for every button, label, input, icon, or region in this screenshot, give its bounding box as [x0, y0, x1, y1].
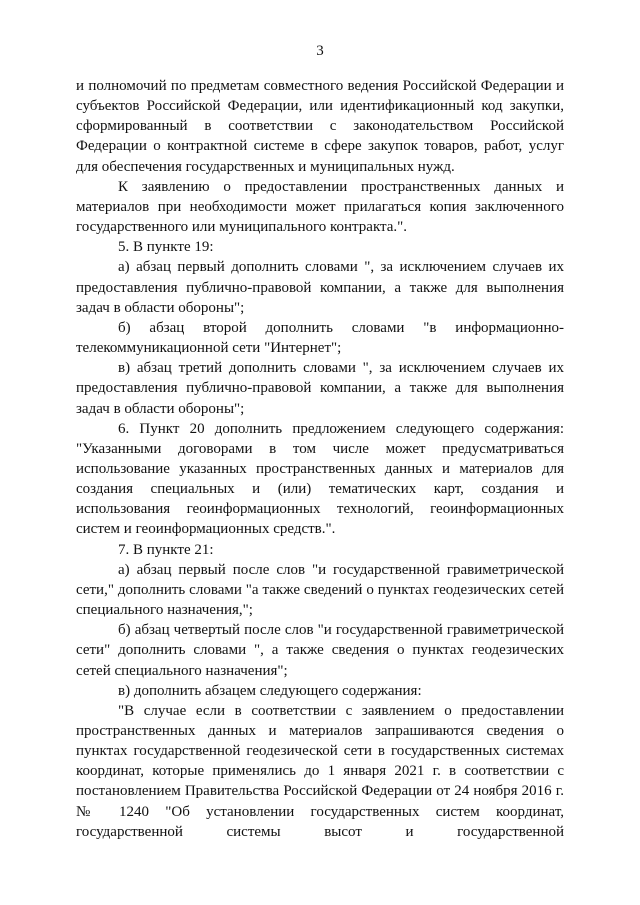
paragraph: 5. В пункте 19:	[118, 239, 214, 256]
paragraph: 6. Пункт 20 дополнить предложением следующего содержания: "Указанными договорами в том числе может предусматриваться использование указанных пространственных данных и материалов для создания специальных и (или) тематических карт, создания и использования геоинформационных технологий, геоинформационных систем и геоинформационных средств.".	[76, 420, 564, 538]
document-body	[76, 76, 564, 842]
paragraph: К заявлению о предоставлении пространственных данных и материалов при необходимости может прилагаться копия заключенного государственного или муниципального контракта.".	[76, 178, 564, 236]
paragraph: в) дополнить абзацем следующего содержания:	[118, 682, 422, 699]
paragraph: и полномочий по предметам совместного ведения Российской Федерации и субъектов Российской Федерации, или идентификационный код закупки, сформированный в соответствии с законодательством Российской Федерации о контрактной системе в сфере закупок товаров, работ, услуг для обеспечения государственных и муниципальных нужд.	[76, 78, 564, 175]
paragraph: "В случае если в соответствии с заявлением о предоставлении пространственных данных и материалов запрашиваются сведения о пунктах государственной геодезической сети в государственных системах координат, которые применялись до 1 января 2021 г. в соответствии с постановлением Правительства Российской Федерации от 24 ноября 2016 г. № 1240 "Об установлении государственных систем координат, государственной системы высот и государственной	[76, 702, 564, 840]
paragraph: а) абзац первый после слов "и государственной гравиметрической сети," дополнить словами "а также сведений о пунктах геодезических сетей специального назначения,";	[76, 561, 564, 619]
paragraph: в) абзац третий дополнить словами ", за исключением случаев их предоставления публично-правовой компании, а также для выполнения задач в области обороны";	[76, 360, 564, 417]
paragraph: б) абзац второй дополнить словами "в информационно-телекоммуникационной сети "Интернет";	[76, 319, 564, 357]
paragraph: а) абзац первый дополнить словами ", за исключением случаев их предоставления публично-правовой компании, а также для выполнения задач в области обороны";	[76, 259, 564, 316]
page-number: 3	[316, 43, 324, 59]
paragraph: б) абзац четвертый после слов "и государственной гравиметрической сети" дополнить словами ", а также сведения о пунктах геодезических сетей специального назначения";	[76, 622, 564, 679]
paragraph: 7. В пункте 21:	[118, 541, 214, 558]
